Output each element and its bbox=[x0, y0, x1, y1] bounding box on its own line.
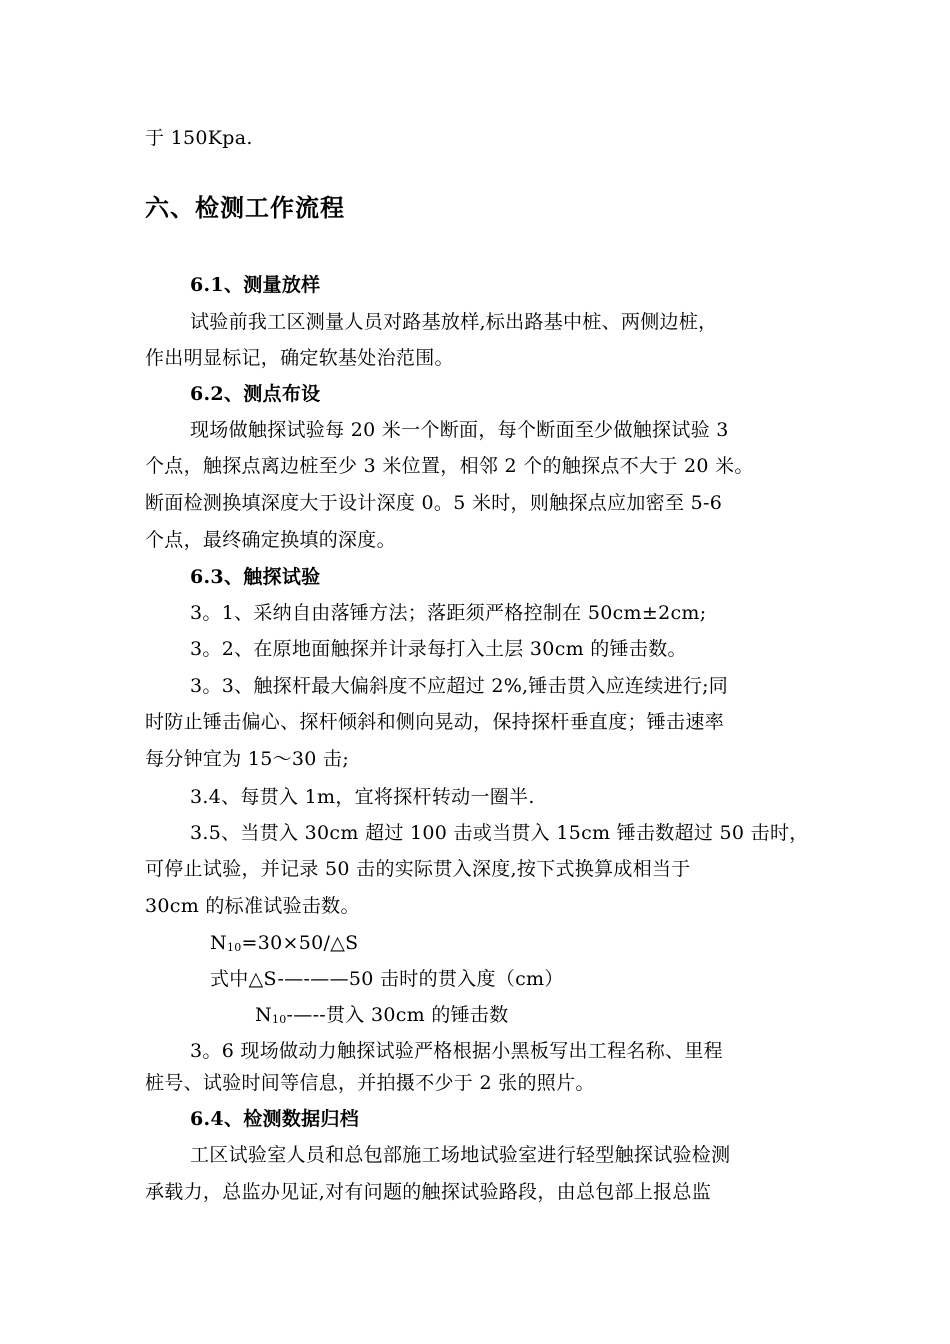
formula-subscript: 10 bbox=[271, 1013, 287, 1026]
text-line: 试验前我工区测量人员对路基放样,标出路基中桩、两侧边桩， bbox=[190, 311, 718, 333]
text-line: 3。3、触探杆最大偏斜度不应超过 2%,锤击贯入应连续进行;同 bbox=[190, 675, 729, 697]
subsection-heading: 6.3、触探试验 bbox=[190, 566, 321, 588]
formula-note bbox=[255, 1003, 509, 1027]
text-line: 承载力，总监办见证,对有问题的触探试验路段，由总包部上报总监 bbox=[145, 1181, 712, 1203]
subsection-heading: 6.2、测点布设 bbox=[190, 383, 321, 405]
text-line: 作出明显标记，确定软基处治范围。 bbox=[145, 347, 454, 369]
text-line: 于 150Kpa. bbox=[145, 127, 253, 149]
text-line: 工区试验室人员和总包部施工场地试验室进行轻型触探试验检测 bbox=[190, 1144, 731, 1166]
text-line: 3。1、采纳自由落锤方法；落距须严格控制在 50cm±2cm; bbox=[190, 602, 707, 624]
formula-symbol: N bbox=[255, 1004, 272, 1026]
subsection-heading: 6.1、测量放样 bbox=[190, 274, 321, 296]
formula-subscript: 10 bbox=[226, 941, 242, 954]
text-line: 桩号、试验时间等信息，并拍摄不少于 2 张的照片。 bbox=[145, 1072, 595, 1094]
formula-line bbox=[210, 931, 358, 955]
section-heading: 六、检测工作流程 bbox=[145, 193, 345, 222]
formula-note: 式中△S-—-——50 击时的贯入度（cm） bbox=[210, 968, 564, 990]
formula-expression: =30×50/△S bbox=[241, 932, 359, 954]
subsection-heading: 6.4、检测数据归档 bbox=[190, 1108, 360, 1130]
text-line: 每分钟宜为 15～30 击; bbox=[145, 748, 350, 770]
formula-note-text: -—--贯入 30cm 的锤击数 bbox=[286, 1004, 509, 1026]
text-line: 现场做触探试验每 20 米一个断面，每个断面至少做触探试验 3 bbox=[190, 419, 729, 441]
text-line: 个点，触探点离边桩至少 3 米位置，相邻 2 个的触探点不大于 20 米。 bbox=[145, 455, 754, 477]
text-line: 断面检测换填深度大于设计深度 0。5 米时，则触探点应加密至 5-6 bbox=[145, 492, 723, 514]
text-line: 3.5、当贯入 30cm 超过 100 击或当贯入 15cm 锤击数超过 50 击时， bbox=[190, 822, 809, 844]
formula-symbol: N bbox=[210, 932, 227, 954]
text-line: 3.4、每贯入 1m，宜将探杆转动一圈半. bbox=[190, 786, 535, 808]
text-line: 时防止锤击偏心、探杆倾斜和侧向晃动，保持探杆垂直度；锤击速率 bbox=[145, 711, 725, 733]
text-line: 可停止试验，并记录 50 击的实际贯入深度,按下式换算成相当于 bbox=[145, 858, 691, 880]
text-line: 3。2、在原地面触探并计录每打入土层 30cm 的锤击数。 bbox=[190, 638, 687, 660]
text-line: 30cm 的标准试验击数。 bbox=[145, 895, 360, 917]
text-line: 个点，最终确定换填的深度。 bbox=[145, 529, 396, 551]
text-line: 3。6 现场做动力触探试验严格根据小黑板写出工程名称、里程 bbox=[190, 1040, 723, 1062]
